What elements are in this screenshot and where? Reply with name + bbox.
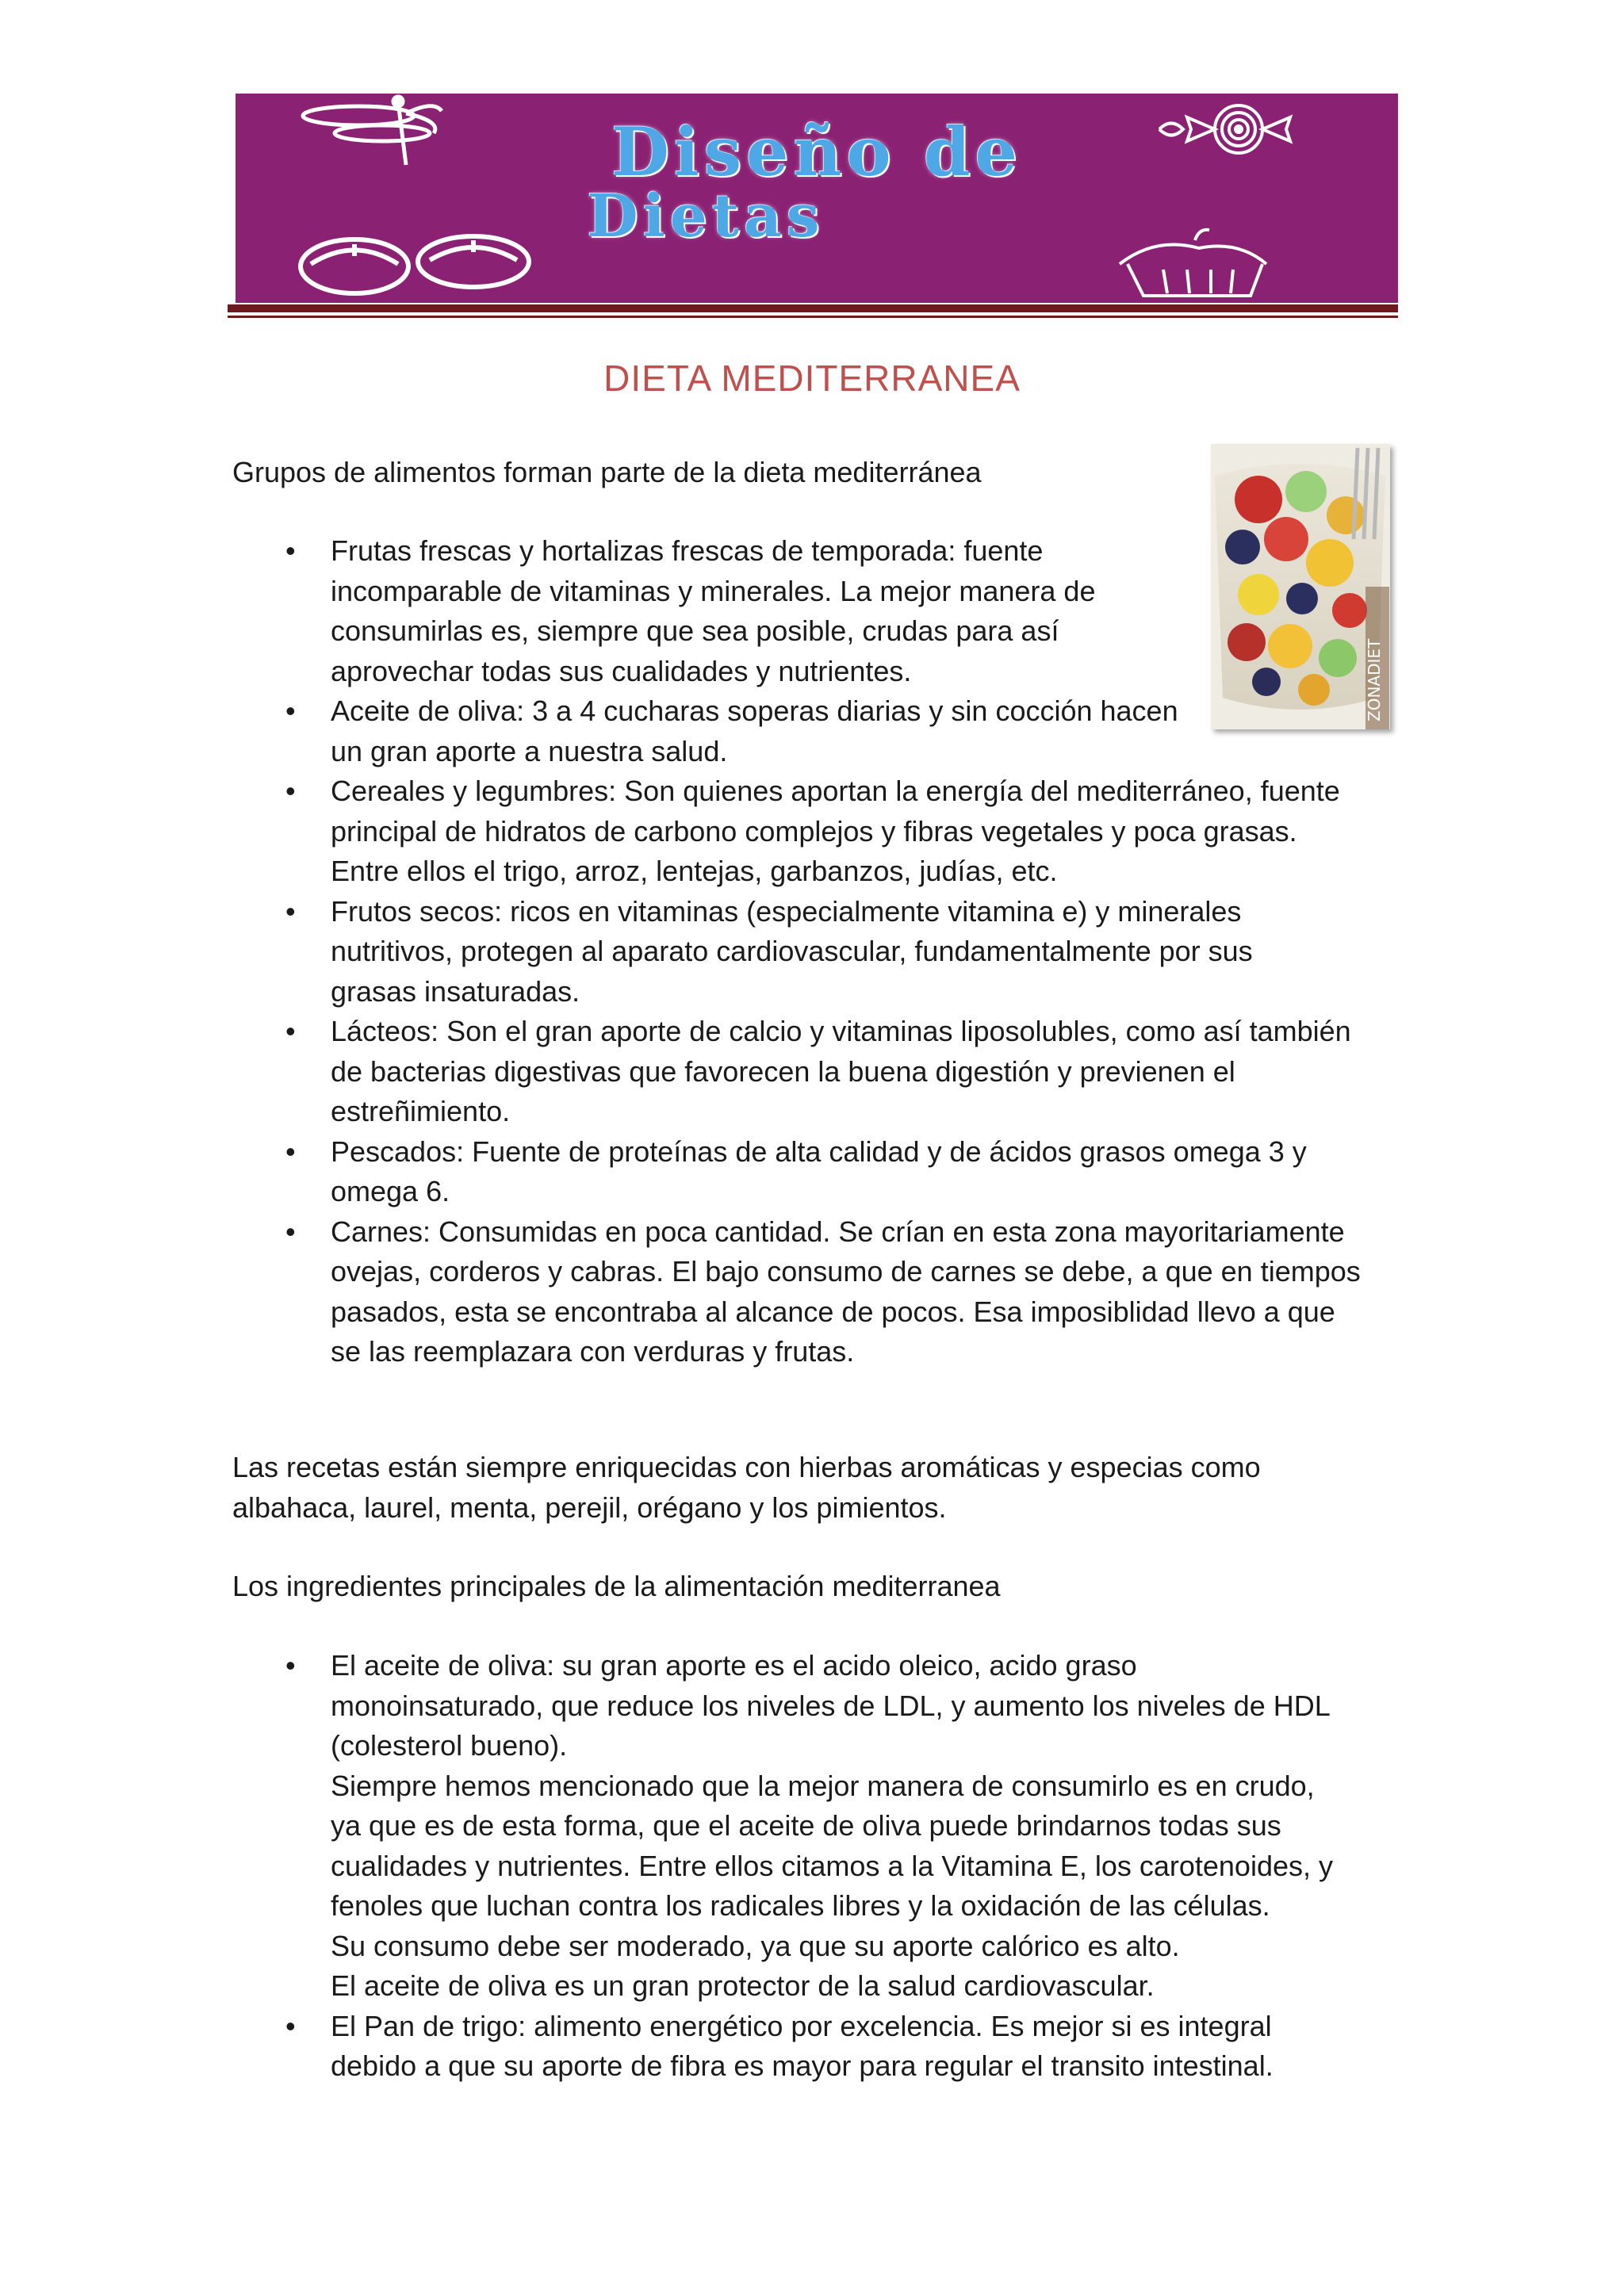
main-ingredients-list: [232, 1646, 1333, 2087]
list-item: [232, 1012, 1361, 1132]
list-item: [232, 1646, 1333, 2007]
bullet-icon: •: [285, 894, 296, 928]
list-item: [232, 771, 1361, 892]
bullet-icon: •: [285, 1215, 296, 1248]
list-item-text: Lácteos: Son el gran aporte de calcio y vitaminas liposolubles, como así también de bacterias digestivas que favorecen la buena digestión y previenen el estreñimiento.: [331, 1015, 1351, 1127]
bullet-icon: •: [285, 1135, 296, 1168]
list-item-text: Aceite de oliva: 3 a 4 cucharas soperas diarias y sin cocción hacen un gran aporte a nuestra salud.: [331, 695, 1178, 767]
bullet-icon: •: [285, 695, 296, 727]
header-banner: [236, 94, 1398, 303]
list-item-text: Frutos secos: ricos en vitaminas (especialmente vitamina e) y minerales nutritivos, protegen al aparato cardiovascular, fundamentalmente por sus grasas insaturadas.: [331, 894, 1253, 1008]
bullet-icon: •: [285, 534, 296, 567]
list-item: [232, 1212, 1361, 1372]
bullet-icon: •: [285, 1015, 296, 1047]
header-rule: [228, 304, 1398, 312]
banner-title-line1: Diseño de: [611, 113, 1022, 191]
list-item: [232, 892, 1361, 1012]
list-item: [232, 2007, 1333, 2087]
bullet-icon: •: [285, 775, 296, 807]
list-item: [232, 691, 1361, 771]
recipes-paragraph: Las recetas están siempre enriquecidas con hierbas aromáticas y especias como albahaca, laurel, menta, perejil, orégano y los pimientos.: [232, 1451, 1261, 1524]
list-item-text: Frutas frescas y hortalizas frescas de temporada: fuente incomparable de vitaminas y minerales. La mejor manera de consumirlas es, siempre que sea posible, crudas para así aprovechar todas sus cualidades y nutrientes.: [331, 534, 1096, 687]
banner-title-line2: Dietas: [587, 182, 825, 251]
bullet-icon: •: [285, 1649, 296, 1682]
bullet-icon: •: [285, 2009, 296, 2042]
section1-intro: Grupos de alimentos forman parte de la dieta mediterránea: [232, 456, 982, 488]
list-item: [232, 531, 1361, 691]
food-groups-list: [232, 531, 1361, 1372]
list-item-text: Pescados: Fuente de proteínas de alta calidad y de ácidos grasos omega 3 y omega 6.: [331, 1135, 1307, 1207]
list-item-text: El aceite de oliva: su gran aporte es el acido oleico, acido graso monoinsaturado, que reduce los niveles de LDL, y aumento los niveles de HDL (colesterol bueno). Siempre hemos mencionado que la mejor manera de consumirlo es en crudo, ya que es de esta forma, que el aceite de oliva puede brindarnos todas sus cualidades y nutrientes. Entre ellos citamos a la Vitamina E, los carotenoides, y fenoles que luchan contra los radicales libres y la oxidación de las células. Su consumo debe ser moderado, ya que su aporte calórico es alto. El aceite de oliva es un gran protector de la salud cardiovascular.: [331, 1649, 1333, 2002]
page-title: DIETA MEDITERRANEA: [603, 358, 1021, 399]
section2-intro: Los ingredientes principales de la alimentación mediterranea: [232, 1570, 1001, 1602]
list-item: [232, 1132, 1361, 1212]
list-item-text: Carnes: Consumidas en poca cantidad. Se crían en esta zona mayoritariamente ovejas, corderos y cabras. El bajo consumo de carnes se debe, a que en tiempos pasados, esta se encontraba al alcance de pocos. Esa imposiblidad llevo a que se las reemplazara con verduras y frutas.: [331, 1215, 1361, 1368]
list-item-text: El Pan de trigo: alimento energético por excelencia. Es mejor si es integral debido a que su aporte de fibra es mayor para regular el transito intestinal.: [331, 2009, 1274, 2082]
header-rule-thin: [228, 316, 1398, 318]
list-item-text: Cereales y legumbres: Son quienes aportan la energía del mediterráneo, fuente principal de hidratos de carbono complejos y fibras vegetales y poca grasas. Entre ellos el trigo, arroz, lentejas, garbanzos, judías, etc.: [331, 775, 1340, 887]
photo-watermark: ZONADIET: [1365, 638, 1384, 721]
